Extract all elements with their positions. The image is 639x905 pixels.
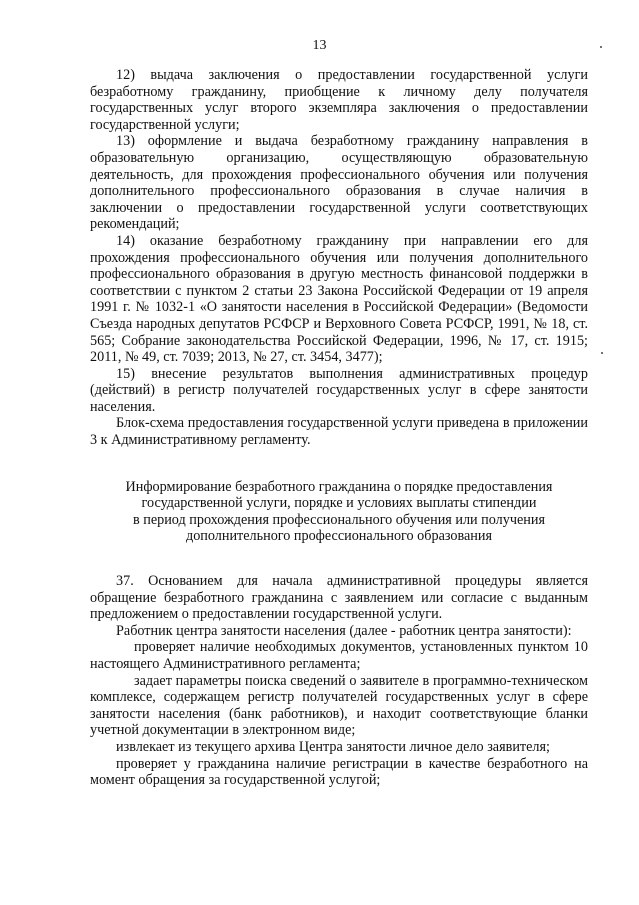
worker-paragraph: Работник центра занятости населения (далее - работник центра занятости): xyxy=(116,622,572,639)
action-item: проверяет наличие необходимых документов, установленных пунктом 10 настоящего Административного регламента; xyxy=(90,639,588,672)
action-item: проверяет у гражданина наличие регистрации в качестве безработного на момент обращения за государственной услугой; xyxy=(90,755,588,789)
list-item-14: 14) оказание безработному гражданину при направлении его для прохождения профессионального обучения или получения дополнительного профессионального образования в другую местность финансовой поддержки в соответствии с пунктом 2 статьи 23 Закона Российской Федерации от 19 апреля 1991 г. № 1032-1 «О занятости населения в Российской Федерации» (Ведомости Съезда народных депутатов РСФСР и Верховного Совета РСФСР, 1991, № 18, ст. 565; Собрание законодательства Российской Федерации, 1996, № 17, ст. 1915; 2011, № 49, ст. 7039; 2013, № 27, ст. 3454, 3477); xyxy=(90,232,588,366)
heading-line: Информирование безработного гражданина о порядке предоставления xyxy=(125,478,553,495)
scan-speck xyxy=(601,352,603,354)
heading-line: дополнительного профессионального образования xyxy=(185,528,492,545)
action-item: задает параметры поиска сведений о заявителе в программно-техническом комплексе, содержащем регистр получателей государственных услуг в сфере занятости населения (банк работников), и находит соответствующие бланки учетной документации в электронном виде; xyxy=(90,672,588,739)
action-item: извлекает из текущего архива Центра занятости личное дело заявителя; xyxy=(116,738,550,755)
block-scheme-paragraph: Блок-схема предоставления государственной услуги приведена в приложении 3 к Административному регламенту. xyxy=(90,415,588,449)
section-heading xyxy=(90,479,588,545)
paragraph-37: 37. Основанием для начала административной процедуры является обращение безработного гражданина с заявлением или согласие с выданным предложением о предоставлении государственной услуги. xyxy=(90,573,588,623)
list-item-13: 13) оформление и выдача безработному гражданину направления в образовательную организацию, осуществляющую образовательную деятельность, для прохождения профессионального обучения или получения дополнительного профессионального образования в случае наличия в заключении о предоставлении государственной услуги соответствующих рекомендаций; xyxy=(90,133,588,233)
list-item-15: 15) внесение результатов выполнения административных процедур (действий) в регистр получателей государственных услуг в сфере занятости населения. xyxy=(90,365,588,415)
page-number: 13 xyxy=(312,38,327,53)
scan-speck xyxy=(600,46,602,48)
heading-line: государственной услуги, порядке и условиях выплаты стипендии xyxy=(141,495,537,512)
document-body xyxy=(90,67,588,789)
heading-line: в период прохождения профессионального обучения или получения xyxy=(132,511,545,528)
list-item-12: 12) выдача заключения о предоставлении государственной услуги безработному гражданину, приобщение к личному делу получателя государственных услуг второго экземпляра заключения о предоставлении государственной услуги; xyxy=(90,67,588,133)
